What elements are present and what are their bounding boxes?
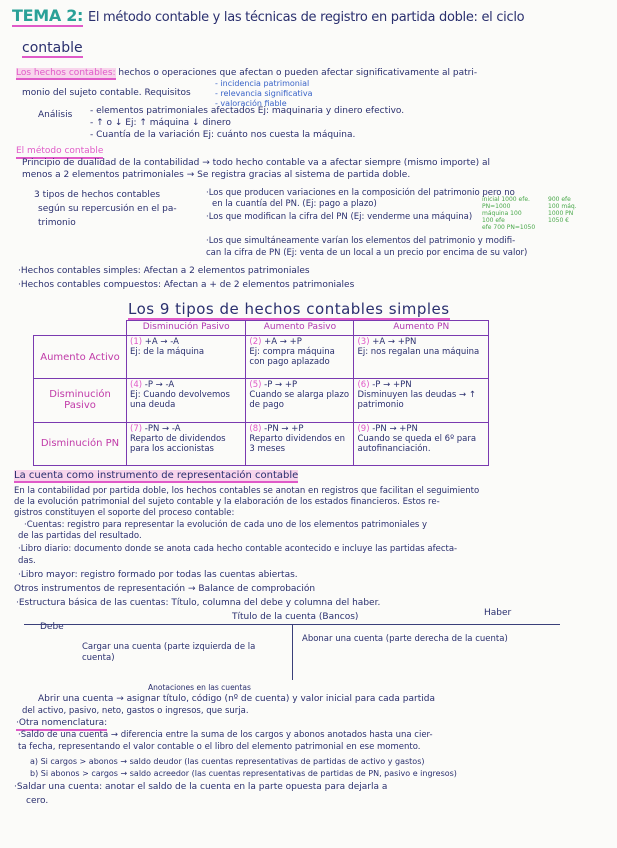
cell-num: (2) xyxy=(249,337,262,347)
anotaciones-label: Anotaciones en las cuentas xyxy=(148,683,251,692)
cuenta-p1: En la contabilidad por partida doble, los hechos contables se anotan en registros que facilitan el seguimiento xyxy=(14,486,480,496)
debe-label: Debe xyxy=(40,622,64,632)
cell-num: (9) xyxy=(357,423,370,434)
t-account-vertical xyxy=(292,624,293,680)
side-note-5: efe 700 PN=1050 xyxy=(482,224,536,231)
tipo-3b: can la cifra de PN (Ej: venta de un local a un precio por encima de su valor) xyxy=(206,248,528,258)
cell-num: (4) xyxy=(130,380,143,391)
cell-7 xyxy=(127,422,246,465)
tabla-header-row xyxy=(34,321,489,336)
cell-formula: -PN → +PN xyxy=(372,423,418,434)
cell-num: (1) xyxy=(130,337,143,347)
cell-8 xyxy=(246,422,354,465)
cell-example: Ej: nos regalan una máquina xyxy=(357,347,480,357)
cell-1 xyxy=(127,336,246,379)
analisis-2: - ↑ o ↓ Ej: ↑ máquina ↓ dinero xyxy=(90,118,231,128)
analisis-1: - elementos patrimoniales afectados Ej: maquinaria y dinero efectivo. xyxy=(90,106,405,116)
cell-5 xyxy=(246,379,354,422)
cell-example: Cuando se queda el 6º para autofinanciación. xyxy=(357,433,477,454)
cell-2 xyxy=(246,336,354,379)
cell-6 xyxy=(354,379,489,422)
cuenta-heading: La cuenta como instrumento de representación contable xyxy=(14,470,299,481)
tipo-3a: ·Los que simultáneamente varían los elementos del patrimonio y modifi- xyxy=(206,236,516,246)
requisito-2: - relevancia significativa xyxy=(215,89,313,98)
analisis-3: - Cuantía de la variación Ej: cuánto nos cuesta la máquina. xyxy=(90,130,356,140)
cell-formula: -P → -A xyxy=(144,380,175,391)
title-tema: TEMA 2: xyxy=(12,6,84,25)
col-disminucion-pasivo: Disminución Pasivo xyxy=(127,321,246,336)
side-note-8: 1000 PN xyxy=(548,210,574,217)
tipo-1a: ·Los que producen variaciones en la composición del patrimonio pero no xyxy=(206,188,515,198)
cell-example: Cuando se alarga plazo de pago xyxy=(249,390,350,411)
haber-label: Haber xyxy=(484,608,512,618)
tabla-grid xyxy=(33,320,489,466)
row-aumento-activo: Aumento Activo xyxy=(34,336,127,379)
col-aumento-pasivo: Aumento Pasivo xyxy=(246,321,354,336)
tabla-corner xyxy=(34,321,127,336)
saldar-cuenta-2: cero. xyxy=(26,796,49,806)
page-title xyxy=(12,6,524,25)
cell-formula: -P → +P xyxy=(264,380,298,391)
cell-example: Ej: compra máquina con pago aplazado xyxy=(249,347,335,367)
otra-nomenclatura: ·Otra nomenclatura: xyxy=(16,718,107,731)
tipos-label-1: 3 tipos de hechos contables xyxy=(34,190,161,200)
tabla-row xyxy=(34,379,489,422)
item-libro-diario-2: das. xyxy=(18,556,36,566)
tabla-titulo: Los 9 tipos de hechos contables simples xyxy=(128,300,450,318)
row-disminucion-pn: Disminución PN xyxy=(34,422,127,465)
side-note-6: 900 efe xyxy=(548,196,571,203)
cuenta-p3: gistros constituyen el soporte del proceso contable: xyxy=(14,508,235,518)
cuenta-p2: de la evolución patrimonial del sujeto contable y la elaboración de los estados financieros. Estos re- xyxy=(14,497,440,507)
cell-num: (8) xyxy=(249,423,262,434)
saldo-1: ·Saldo de una cuenta → diferencia entre la suma de los cargos y abonos anotados hasta una cier- xyxy=(18,730,433,740)
cell-3 xyxy=(354,336,489,379)
cell-formula: -P → +PN xyxy=(372,380,412,391)
tabla-hechos xyxy=(33,320,489,466)
estructura-cuentas: ·Estructura básica de las cuentas: Título, columna del debe y columna del haber. xyxy=(16,598,381,608)
saldo-deudor: a) Si cargos > abonos → saldo deudor (las cuentas representativas de partidas de activo y gastos) xyxy=(30,757,425,766)
cell-formula: -PN → -A xyxy=(144,423,181,434)
title-line1: El método contable y las técnicas de registro en partida doble: el ciclo xyxy=(87,10,525,25)
abonar-cuenta: Abonar una cuenta (parte derecha de la cuenta) xyxy=(302,634,508,644)
hechos-compuestos: ·Hechos contables compuestos: Afectan a + de 2 elementos patrimoniales xyxy=(18,280,355,290)
cell-formula: +A → +P xyxy=(264,337,302,347)
cell-example: Ej: Cuando devolvemos una deuda xyxy=(130,390,230,411)
metodo-heading: El método contable xyxy=(16,146,103,159)
side-note-1: inicial 1000 efe. xyxy=(482,196,530,203)
otros-instrumentos: Otros instrumentos de representación → Balance de comprobación xyxy=(14,584,316,594)
tabla-row xyxy=(34,336,489,379)
side-notes xyxy=(482,196,535,231)
item-cuentas-2: de las partidas del resultado. xyxy=(18,531,142,541)
cell-num: (6) xyxy=(357,380,370,391)
hechos-def: hechos o operaciones que afectan o pueden afectar significativamente al patri- xyxy=(118,68,478,78)
requisito-1: - incidencia patrimonial xyxy=(215,79,310,88)
saldo-acreedor: b) Si abonos > cargos → saldo acreedor (las cuentas representativas de partidas de PN, pasivo e ingresos) xyxy=(30,769,457,778)
analisis-label: Análisis xyxy=(38,110,73,120)
cell-num: (5) xyxy=(249,380,262,391)
cell-formula: +A → -A xyxy=(144,337,179,347)
cell-4 xyxy=(127,379,246,422)
titulo-cuenta-label: Título de la cuenta (Bancos) xyxy=(232,612,359,622)
hechos-def2: monio del sujeto contable. Requisitos xyxy=(22,88,191,98)
cell-example: Reparto de dividendos para los accionistas xyxy=(130,433,226,454)
cell-example: Reparto dividendos en 3 meses xyxy=(249,433,345,454)
item-libro-mayor: ·Libro mayor: registro formado por todas las cuentas abiertas. xyxy=(18,570,298,580)
hechos-heading: Los hechos contables: xyxy=(16,68,116,78)
requisito-3: - valoración fiable xyxy=(215,99,287,108)
hechos-simples: ·Hechos contables simples: Afectan a 2 elementos patrimoniales xyxy=(18,266,310,276)
side-note-7: 100 máq. xyxy=(548,203,577,210)
cell-9 xyxy=(354,422,489,465)
side-note-3: máquina 100 xyxy=(482,210,522,217)
principio-2: menos a 2 elementos patrimoniales → Se registra gracias al sistema de partida doble. xyxy=(22,170,411,180)
saldo-2: ta fecha, representando el valor contable o el libro del elemento patrimonial en ese momento. xyxy=(18,742,421,752)
cell-num: (3) xyxy=(357,337,370,347)
cell-num: (7) xyxy=(130,423,143,434)
item-cuentas: ·Cuentas: registro para representar la evolución de cada uno de los elementos patrimoniales y xyxy=(24,520,428,530)
cell-example: Ej: de la máquina xyxy=(130,347,205,357)
side-notes-2 xyxy=(548,196,577,224)
tabla-row xyxy=(34,422,489,465)
item-libro-diario: ·Libro diario: documento donde se anota cada hecho contable acontecido e incluye las partidas afecta- xyxy=(18,544,458,554)
cargar-cuenta: Cargar una cuenta (parte izquierda de la cuenta) xyxy=(82,642,256,663)
side-note-2: PN=1000 xyxy=(482,203,511,210)
row-disminucion-pasivo: Disminución Pasivo xyxy=(34,379,127,422)
tipo-1b: en la cuantía del PN. (Ej: pago a plazo) xyxy=(212,199,377,209)
principio-1: Principio de dualidad de la contabilidad → todo hecho contable va a afectar siempre (mismo importe) al xyxy=(22,158,491,168)
cell-formula: -PN → +P xyxy=(264,423,304,434)
side-note-4: 100 efe xyxy=(482,217,505,224)
cell-example: Disminuyen las deudas → ↑ patrimonio xyxy=(357,390,476,411)
side-note-9: 1050 € xyxy=(548,217,569,224)
tipos-label-2: según su repercusión en el pa- xyxy=(38,204,177,214)
title-line2: contable xyxy=(22,40,83,56)
cell-formula: +A → +PN xyxy=(372,337,417,347)
tipos-label-3: trimonio xyxy=(38,218,76,228)
tipo-2: ·Los que modifican la cifra del PN (Ej: venderme una máquina) xyxy=(206,212,473,222)
abrir-cuenta-1: Abrir una cuenta → asignar título, código (nº de cuenta) y valor inicial para cada partida xyxy=(38,694,435,704)
col-aumento-pn: Aumento PN xyxy=(354,321,489,336)
abrir-cuenta-2: del activo, pasivo, neto, gastos o ingresos, que surja. xyxy=(22,706,249,716)
saldar-cuenta-1: ·Saldar una cuenta: anotar el saldo de la cuenta en la parte opuesta para dejarla a xyxy=(14,782,388,792)
